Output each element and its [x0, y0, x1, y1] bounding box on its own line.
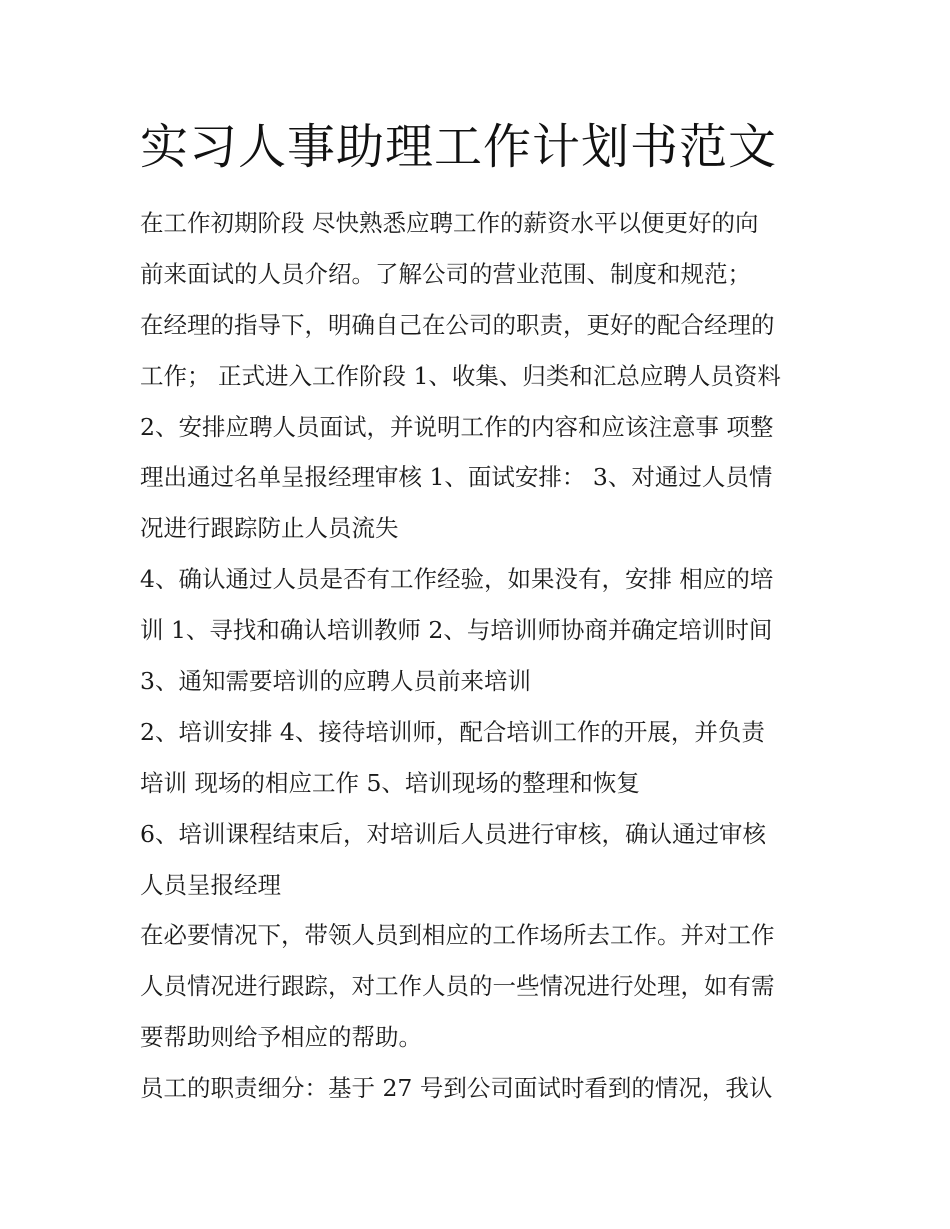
text-line: 训 1、寻找和确认培训教师 2、与培训师协商并确定培训时间 — [140, 616, 773, 645]
text-line: 工作； 正式进入工作阶段 1、收集、归类和汇总应聘人员资料 — [140, 361, 781, 390]
document-body — [140, 198, 820, 1114]
text-line: 况进行跟踪防止人员流失 — [140, 514, 399, 543]
text-line: 6、培训课程结束后，对培训后人员进行审核，确认通过审核 — [140, 819, 766, 848]
text-line: 在必要情况下，带领人员到相应的工作场所去工作。并对工作 — [140, 921, 775, 950]
text-line: 在工作初期阶段 尽快熟悉应聘工作的薪资水平以便更好的向 — [140, 209, 759, 237]
text-line: 2、安排应聘人员面试，并说明工作的内容和应该注意事 项整 — [140, 412, 774, 441]
text-line: 要帮助则给予相应的帮助。 — [140, 1023, 422, 1052]
text-line: 人员呈报经理 — [140, 870, 281, 899]
text-line: 前来面试的人员介绍。了解公司的营业范围、制度和规范； — [140, 259, 751, 288]
document-title: 实习人事助理工作计划书范文 — [140, 119, 778, 175]
text-line: 理出通过名单呈报经理审核 1、面试安排： 3、对通过人员情 — [140, 463, 773, 492]
text-line: 培训 现场的相应工作 5、培训现场的整理和恢复 — [140, 768, 640, 797]
text-line: 员工的职责细分：基于 27 号到公司面试时看到的情况，我认 — [140, 1074, 773, 1103]
text-line: 4、确认通过人员是否有工作经验，如果没有，安排 相应的培 — [140, 565, 774, 594]
text-line: 人员情况进行跟踪，对工作人员的一些情况进行处理，如有需 — [140, 972, 775, 1001]
text-line: 3、通知需要培训的应聘人员前来培训 — [140, 667, 531, 696]
text-line: 在经理的指导下，明确自己在公司的职责，更好的配合经理的 — [140, 310, 775, 339]
text-line: 2、培训安排 4、接待培训师，配合培训工作的开展，并负责 — [140, 717, 765, 746]
